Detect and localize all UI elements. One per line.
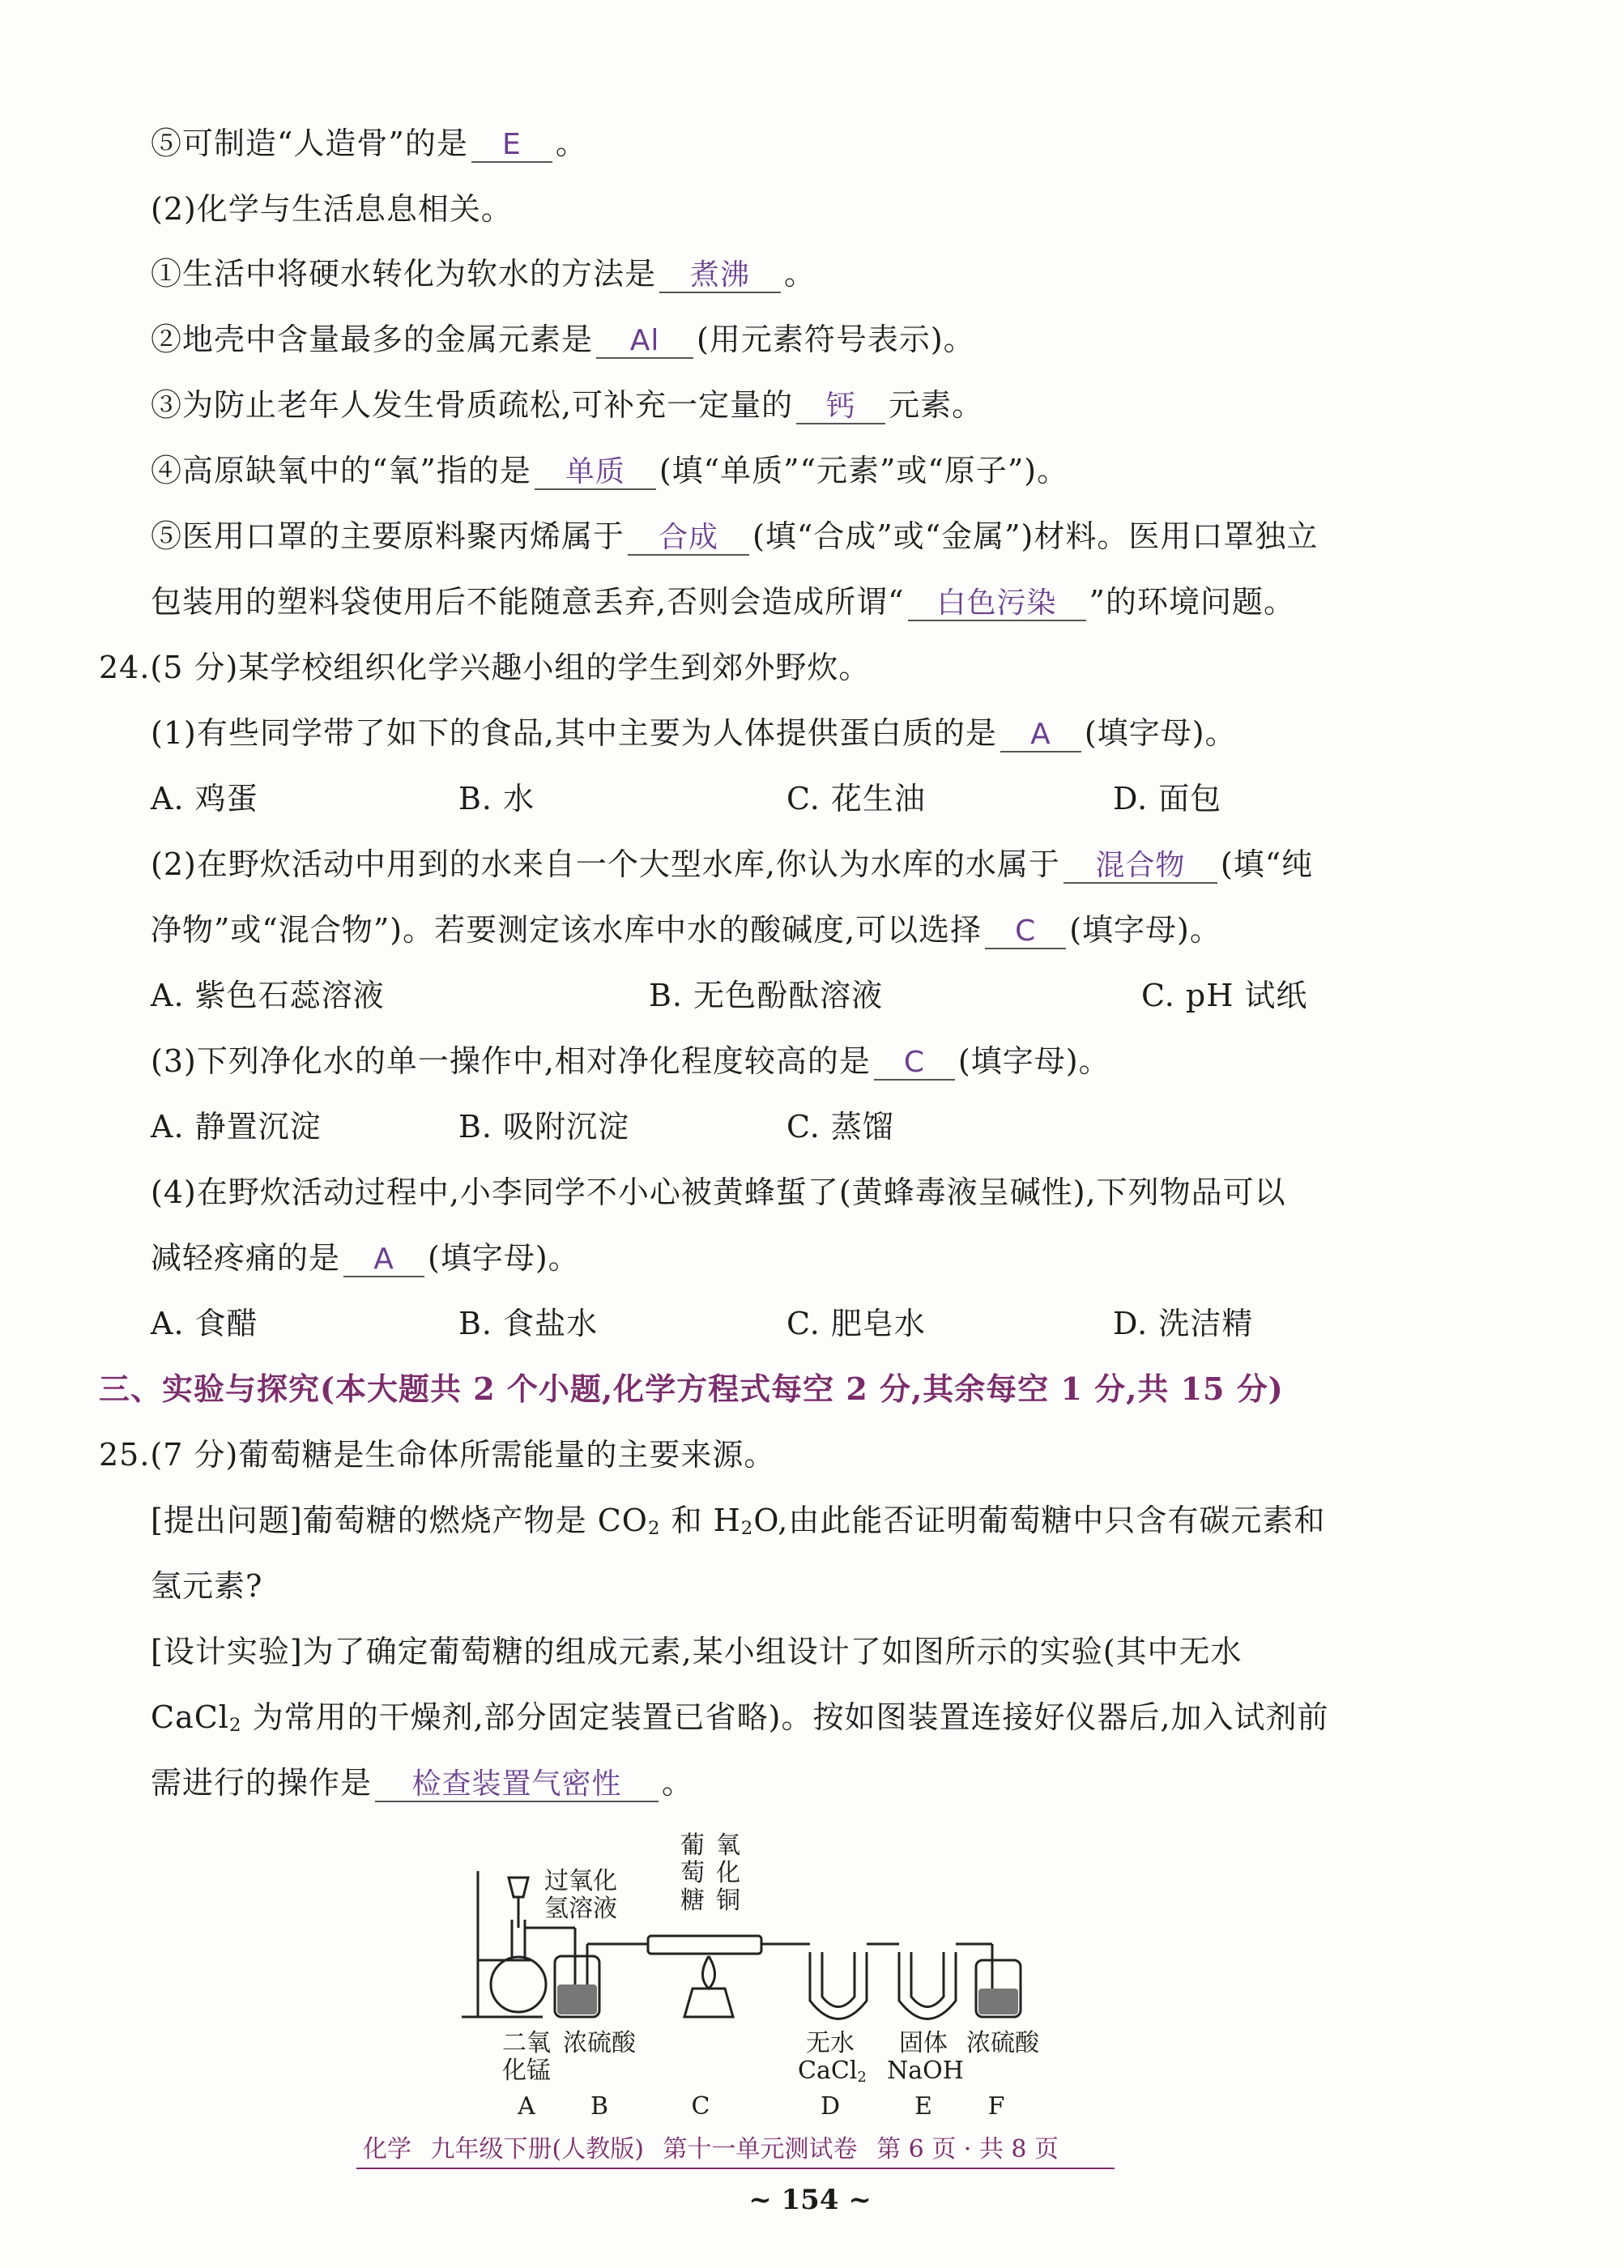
answer-blank[interactable]: 混合物 bbox=[1063, 850, 1217, 884]
apparatus-diagram bbox=[454, 1823, 1037, 2057]
q23-s5b-tail: ”的环境问题。 bbox=[1089, 584, 1295, 620]
label-line: 氢溶液 bbox=[544, 1895, 617, 1923]
answer-blank[interactable]: 煮沸 bbox=[659, 259, 781, 293]
letter-c: C bbox=[691, 2092, 710, 2121]
option-b[interactable]: B. 食盐水 bbox=[458, 1306, 599, 1341]
q23-s3-text: ③为防止老年人发生骨质疏松,可补充一定量的 bbox=[151, 387, 794, 423]
q23-s1-text: ①生活中将硬水转化为软水的方法是 bbox=[151, 256, 657, 292]
q25-title: 25.(7 分)葡萄糖是生命体所需能量的主要来源。 bbox=[99, 1437, 776, 1473]
footer-grade: 九年级下册(人教版) bbox=[430, 2135, 644, 2164]
glucose-label bbox=[679, 1832, 706, 1915]
q24-p1-text: (1)有些同学带了如下的食品,其中主要为人体提供蛋白质的是 bbox=[151, 715, 997, 751]
subscript: 2 bbox=[857, 2069, 867, 2086]
footer-unit: 第十一单元测试卷 bbox=[663, 2135, 858, 2164]
q25-design3-tail: 。 bbox=[662, 1765, 694, 1801]
answer-blank[interactable]: 单质 bbox=[535, 456, 656, 490]
q23-s4-tail: (填“单质”“元素”或“原子”)。 bbox=[659, 453, 1069, 488]
letter-e: E bbox=[914, 2092, 932, 2121]
q24-p1 bbox=[151, 715, 1237, 752]
q24-p2-text: (2)在野炊活动中用到的水来自一个大型水库,你认为水库的水属于 bbox=[151, 846, 1060, 882]
answer-blank[interactable]: C bbox=[874, 1047, 955, 1081]
option-b[interactable]: B. 吸附沉淀 bbox=[458, 1109, 630, 1145]
option-a[interactable]: A. 食醋 bbox=[151, 1306, 258, 1341]
q25-design2-post: 为常用的干燥剂,部分固定装置已省略)。按如图装置连接好仪器后,加入试剂前 bbox=[241, 1699, 1329, 1735]
option-a[interactable]: A. 鸡蛋 bbox=[151, 781, 258, 816]
answer-blank[interactable]: C bbox=[985, 915, 1066, 949]
cuo-label bbox=[714, 1832, 742, 1915]
option-b[interactable]: B. 无色酚酞溶液 bbox=[649, 978, 884, 1013]
q25-design3 bbox=[151, 1765, 693, 1802]
option-a[interactable]: A. 静置沉淀 bbox=[151, 1109, 322, 1145]
label-line: 固体 bbox=[899, 2029, 948, 2057]
answer-blank[interactable]: 合成 bbox=[628, 522, 749, 556]
option-a[interactable]: A. 紫色石蕊溶液 bbox=[151, 978, 385, 1013]
option-d[interactable]: D. 面包 bbox=[1113, 781, 1222, 816]
label-line: NaOH bbox=[887, 2057, 964, 2085]
q24-p2-options bbox=[151, 978, 1366, 1013]
q23-s3-tail: 元素。 bbox=[889, 387, 984, 423]
q24-p4-options bbox=[151, 1306, 1366, 1341]
option-d[interactable]: D. 洗洁精 bbox=[1113, 1306, 1254, 1341]
label-line: 二氧 bbox=[502, 2029, 551, 2057]
q25-ask1-post: O,由此能否证明葡萄糖中只含有碳元素和 bbox=[753, 1503, 1326, 1538]
q23-s5-tail: (填“合成”或“金属”)材料。医用口罩独立 bbox=[752, 518, 1319, 554]
answer-blank[interactable]: 白色污染 bbox=[908, 587, 1086, 621]
letter-f: F bbox=[987, 2092, 1005, 2121]
option-c[interactable]: C. 肥皂水 bbox=[786, 1306, 926, 1341]
letter-d: D bbox=[820, 2092, 841, 2121]
q23-s5 bbox=[151, 518, 1318, 556]
answer-blank[interactable]: Al bbox=[596, 325, 693, 359]
answer-blank[interactable]: 钙 bbox=[796, 390, 885, 424]
answer-blank[interactable]: A bbox=[343, 1243, 424, 1277]
q24-p3-tail: (填字母)。 bbox=[957, 1043, 1110, 1079]
q24-p4b bbox=[151, 1240, 580, 1277]
answer-blank[interactable]: A bbox=[1000, 718, 1081, 752]
answer-blank[interactable]: E bbox=[471, 129, 552, 163]
q23-s2-tail: (用元素符号表示)。 bbox=[697, 322, 975, 357]
q25-ask1-pre: [提出问题]葡萄糖的燃烧产物是 CO bbox=[151, 1503, 648, 1538]
label-line bbox=[798, 2057, 867, 2091]
q23-item5-text: ⑤可制造“人造骨”的是 bbox=[151, 126, 468, 161]
option-b[interactable]: B. 水 bbox=[458, 781, 535, 816]
q23-item5 bbox=[151, 126, 587, 163]
q25-ask1-mid: 和 H bbox=[660, 1503, 741, 1538]
label-line: 萄 bbox=[680, 1859, 705, 1887]
q24-p3-options bbox=[151, 1109, 1366, 1145]
q23-s2-text: ②地壳中含量最多的金属元素是 bbox=[151, 322, 594, 357]
option-c[interactable]: C. 花生油 bbox=[786, 781, 926, 816]
subscript: 2 bbox=[647, 1518, 661, 1539]
q24-p2-tail: (填“纯 bbox=[1220, 846, 1314, 882]
q25-ask2: 氢元素? bbox=[151, 1568, 263, 1604]
q23-s4-text: ④高原缺氧中的“氧”指的是 bbox=[151, 453, 531, 488]
label-line: 糖 bbox=[680, 1886, 705, 1915]
label-line: 化 bbox=[716, 1859, 740, 1887]
q23-item5-tail: 。 bbox=[555, 126, 587, 161]
q24-p3-text: (3)下列净化水的单一操作中,相对净化程度较高的是 bbox=[151, 1043, 871, 1079]
formula-text: CaCl bbox=[798, 2057, 858, 2085]
q24-p1-options bbox=[151, 781, 1366, 816]
q23-s1 bbox=[151, 256, 816, 293]
q23-s3 bbox=[151, 387, 983, 424]
q25-design2 bbox=[151, 1699, 1329, 1743]
q25-design1: [设计实验]为了确定葡萄糖的组成元素,某小组设计了如图所示的实验(其中无水 bbox=[151, 1634, 1243, 1669]
subscript: 2 bbox=[228, 1715, 242, 1736]
letter-a: A bbox=[518, 2092, 535, 2121]
q23-s1-tail: 。 bbox=[784, 256, 816, 292]
mno2-label bbox=[498, 2030, 555, 2085]
label-line: 无水 bbox=[806, 2029, 855, 2057]
page-number: ~ 154 ~ bbox=[748, 2184, 872, 2216]
letter-b: B bbox=[590, 2092, 609, 2121]
footer-page: 第 6 页 · 共 8 页 bbox=[876, 2135, 1059, 2164]
subscript: 2 bbox=[740, 1518, 754, 1539]
q24-p2b bbox=[151, 912, 1221, 949]
q23-s4 bbox=[151, 453, 1068, 490]
footer-subject: 化学 bbox=[363, 2135, 411, 2164]
f-acid-label: 浓硫酸 bbox=[966, 2029, 1039, 2057]
q25-design3-text: 需进行的操作是 bbox=[151, 1765, 373, 1801]
label-line: 葡 bbox=[680, 1831, 705, 1860]
q25-ask1 bbox=[151, 1503, 1325, 1546]
q23-s5b bbox=[151, 584, 1295, 621]
q24-p1-tail: (填字母)。 bbox=[1084, 715, 1237, 751]
label-line: 化锰 bbox=[502, 2057, 551, 2085]
q23-part2: (2)化学与生活息息相关。 bbox=[151, 191, 513, 227]
q23-s5b-text: 包装用的塑料袋使用后不能随意丢弃,否则会造成所谓“ bbox=[151, 584, 905, 620]
q25-design2-pre: CaCl bbox=[151, 1699, 229, 1735]
q24-p4b-text: 减轻疼痛的是 bbox=[151, 1240, 341, 1276]
label-line: 过氧化 bbox=[544, 1867, 617, 1895]
q24-p4b-tail: (填字母)。 bbox=[428, 1240, 580, 1276]
section-heading: 三、实验与探究(本大题共 2 个小题,化学方程式每空 2 分,其余每空 1 分,共 15 分) bbox=[99, 1371, 1284, 1407]
q24-p2b-tail: (填字母)。 bbox=[1069, 912, 1221, 948]
q24-p2b-text: 净物”或“混合物”)。若要测定该水库中水的酸碱度,可以选择 bbox=[151, 912, 982, 948]
q23-s2 bbox=[151, 322, 975, 359]
b-acid-label: 浓硫酸 bbox=[563, 2029, 636, 2057]
q24-p4: (4)在野炊活动过程中,小李同学不小心被黄蜂蜇了(黄蜂毒液呈碱性),下列物品可以 bbox=[151, 1174, 1286, 1210]
label-line: 铜 bbox=[716, 1886, 740, 1915]
q24-title: 24.(5 分)某学校组织化学兴趣小组的学生到郊外野炊。 bbox=[99, 650, 871, 685]
cacl2-label bbox=[798, 2029, 867, 2091]
q23-s5-text: ⑤医用口罩的主要原料聚丙烯属于 bbox=[151, 518, 625, 554]
q24-p2 bbox=[151, 846, 1313, 884]
answer-blank[interactable]: 检查装置气密性 bbox=[375, 1768, 659, 1802]
option-c[interactable]: C. pH 试纸 bbox=[1141, 978, 1308, 1013]
option-c[interactable]: C. 蒸馏 bbox=[786, 1109, 894, 1145]
label-line: 氧 bbox=[716, 1831, 740, 1860]
page-footer bbox=[356, 2129, 1115, 2169]
q24-p3 bbox=[151, 1043, 1110, 1081]
naoh-label bbox=[887, 2029, 964, 2085]
h2o2-label bbox=[544, 1868, 617, 1923]
